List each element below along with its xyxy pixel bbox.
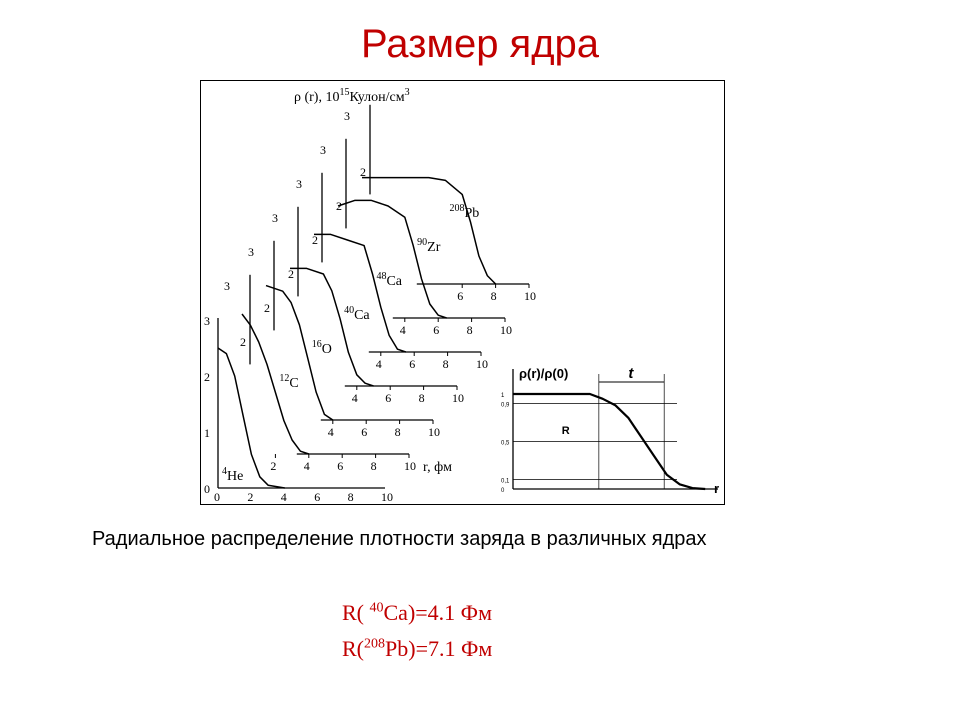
formula-mass: 40 [369,600,384,616]
inset-y-label: ρ(r)/ρ(0) [519,366,569,381]
x-tick-label: 6 [433,323,440,337]
series-name: Pb [464,205,480,221]
x-tick-label: 2 [247,490,254,504]
series-label [222,466,243,484]
inset-y-tick-label: 0 [501,488,505,494]
x-tick-label: 8 [442,357,449,371]
figure-caption: Радиальное распределение плотности заряда в различных ядрах [92,528,707,550]
series-mass: 48 [376,270,387,282]
series-label [312,339,332,357]
x-tick-label: 6 [361,425,368,439]
y-axis-label-part: 10 [325,90,340,105]
series-label [279,373,298,391]
x-tick-label: 8 [347,490,354,504]
series-label [417,237,441,255]
x-tick-label: 8 [418,391,425,405]
x-tick-label: 4 [351,391,358,405]
series-label [376,271,402,289]
formula-element: Pb [385,636,409,661]
series-line-ca [311,234,406,352]
formula-prefix: R( [342,600,370,625]
series-name: He [227,469,244,484]
series-mass: 4 [222,466,227,477]
y-tick-label: 2 [312,233,318,247]
formula-ca40 [342,600,492,626]
series-mass: 12 [279,372,290,384]
formula-element: Ca [383,600,408,625]
y-tick-label: 3 [224,279,230,293]
density-plots [201,81,726,506]
x-tick-label: 4 [399,323,406,337]
x-tick-label: 6 [457,289,464,303]
series-name: Zr [427,239,441,255]
series-name: Ca [354,307,370,323]
x-tick-label: 4 [303,459,310,473]
y-axis-label-part: 15 [339,87,350,98]
formula-mass: 208 [364,636,385,652]
x-tick-label: 4 [375,357,382,371]
x-tick-label: 8 [490,289,497,303]
series-line-c [242,314,309,454]
x-tick-label: 10 [476,357,488,371]
y-tick-label: 3 [248,245,254,259]
series-mass: 16 [311,338,322,350]
series-line-pb [362,178,496,284]
slide-title: Размер ядра [360,22,600,66]
x-tick-label: 10 [381,490,393,504]
x-tick-label: 4 [280,490,287,504]
formula-value: )=7.1 Фм [408,636,493,661]
y-tick-label: 0 [204,482,210,496]
formula-value: )=4.1 Фм [407,600,492,625]
y-axis-label-part: 3 [404,87,410,98]
x-tick-label: 8 [370,459,377,473]
series-name: O [321,341,332,357]
x-tick-label: 6 [385,391,392,405]
y-tick-label: 3 [296,177,302,191]
series-mass: 208 [449,202,465,214]
series-label [344,305,370,323]
x-tick-label: 6 [409,357,416,371]
y-axis-label [294,87,410,105]
series-mass: 90 [417,236,428,248]
inset-y-tick-label: 0,9 [501,402,510,409]
y-axis-label-part: Кулон/см [349,90,405,105]
y-tick-label: 3 [320,143,326,157]
series-mass: 40 [344,304,355,316]
inset-y-tick-label: 1 [501,393,505,399]
x-tick-label: 4 [327,425,334,439]
x-tick-label: 10 [452,391,464,405]
x-tick-label: 8 [394,425,401,439]
x-tick-label: 10 [524,289,536,303]
y-tick-label: 2 [240,335,246,349]
y-tick-label: 1 [204,426,210,440]
nuclei-density-chart [204,87,536,504]
y-tick-label: 2 [264,301,270,315]
formula-pb208 [342,636,492,662]
x-tick-label: 10 [500,323,512,337]
series-line-zr [338,200,447,318]
inset-y-tick-label: 0,1 [501,478,510,485]
y-tick-label: 3 [272,211,278,225]
x-axis-label: r, фм [423,460,453,475]
y-tick-label: 2 [204,370,210,384]
y-tick-label: 2 [288,267,294,281]
inset-x-label: r [714,481,720,496]
x-tick-label: 10 [428,425,440,439]
y-tick-label: 2 [336,199,342,213]
x-tick-label: 6 [314,490,321,504]
series-name: C [289,375,299,391]
x-tick-label: 8 [466,323,473,337]
y-axis-label-part: ρ (r), [294,90,322,105]
y-tick-label: 3 [204,314,210,328]
inset-y-tick-label: 0,5 [501,440,510,447]
x-tick-label: 6 [337,459,344,473]
x-tick-label: 0 [214,490,220,504]
density-figure [200,80,725,505]
x-tick-label: 10 [404,459,416,473]
series-name: Ca [386,273,403,289]
formula-prefix: R( [342,636,364,661]
inset-thickness-label: t [628,365,634,382]
y-tick-label: 2 [360,165,366,179]
series-line-ca [290,268,374,386]
x-tick-label: 2 [270,459,277,473]
fermi-profile-chart [501,365,719,496]
series-label [450,203,480,221]
inset-radius-label: R [561,424,570,437]
y-tick-label: 3 [344,109,350,123]
